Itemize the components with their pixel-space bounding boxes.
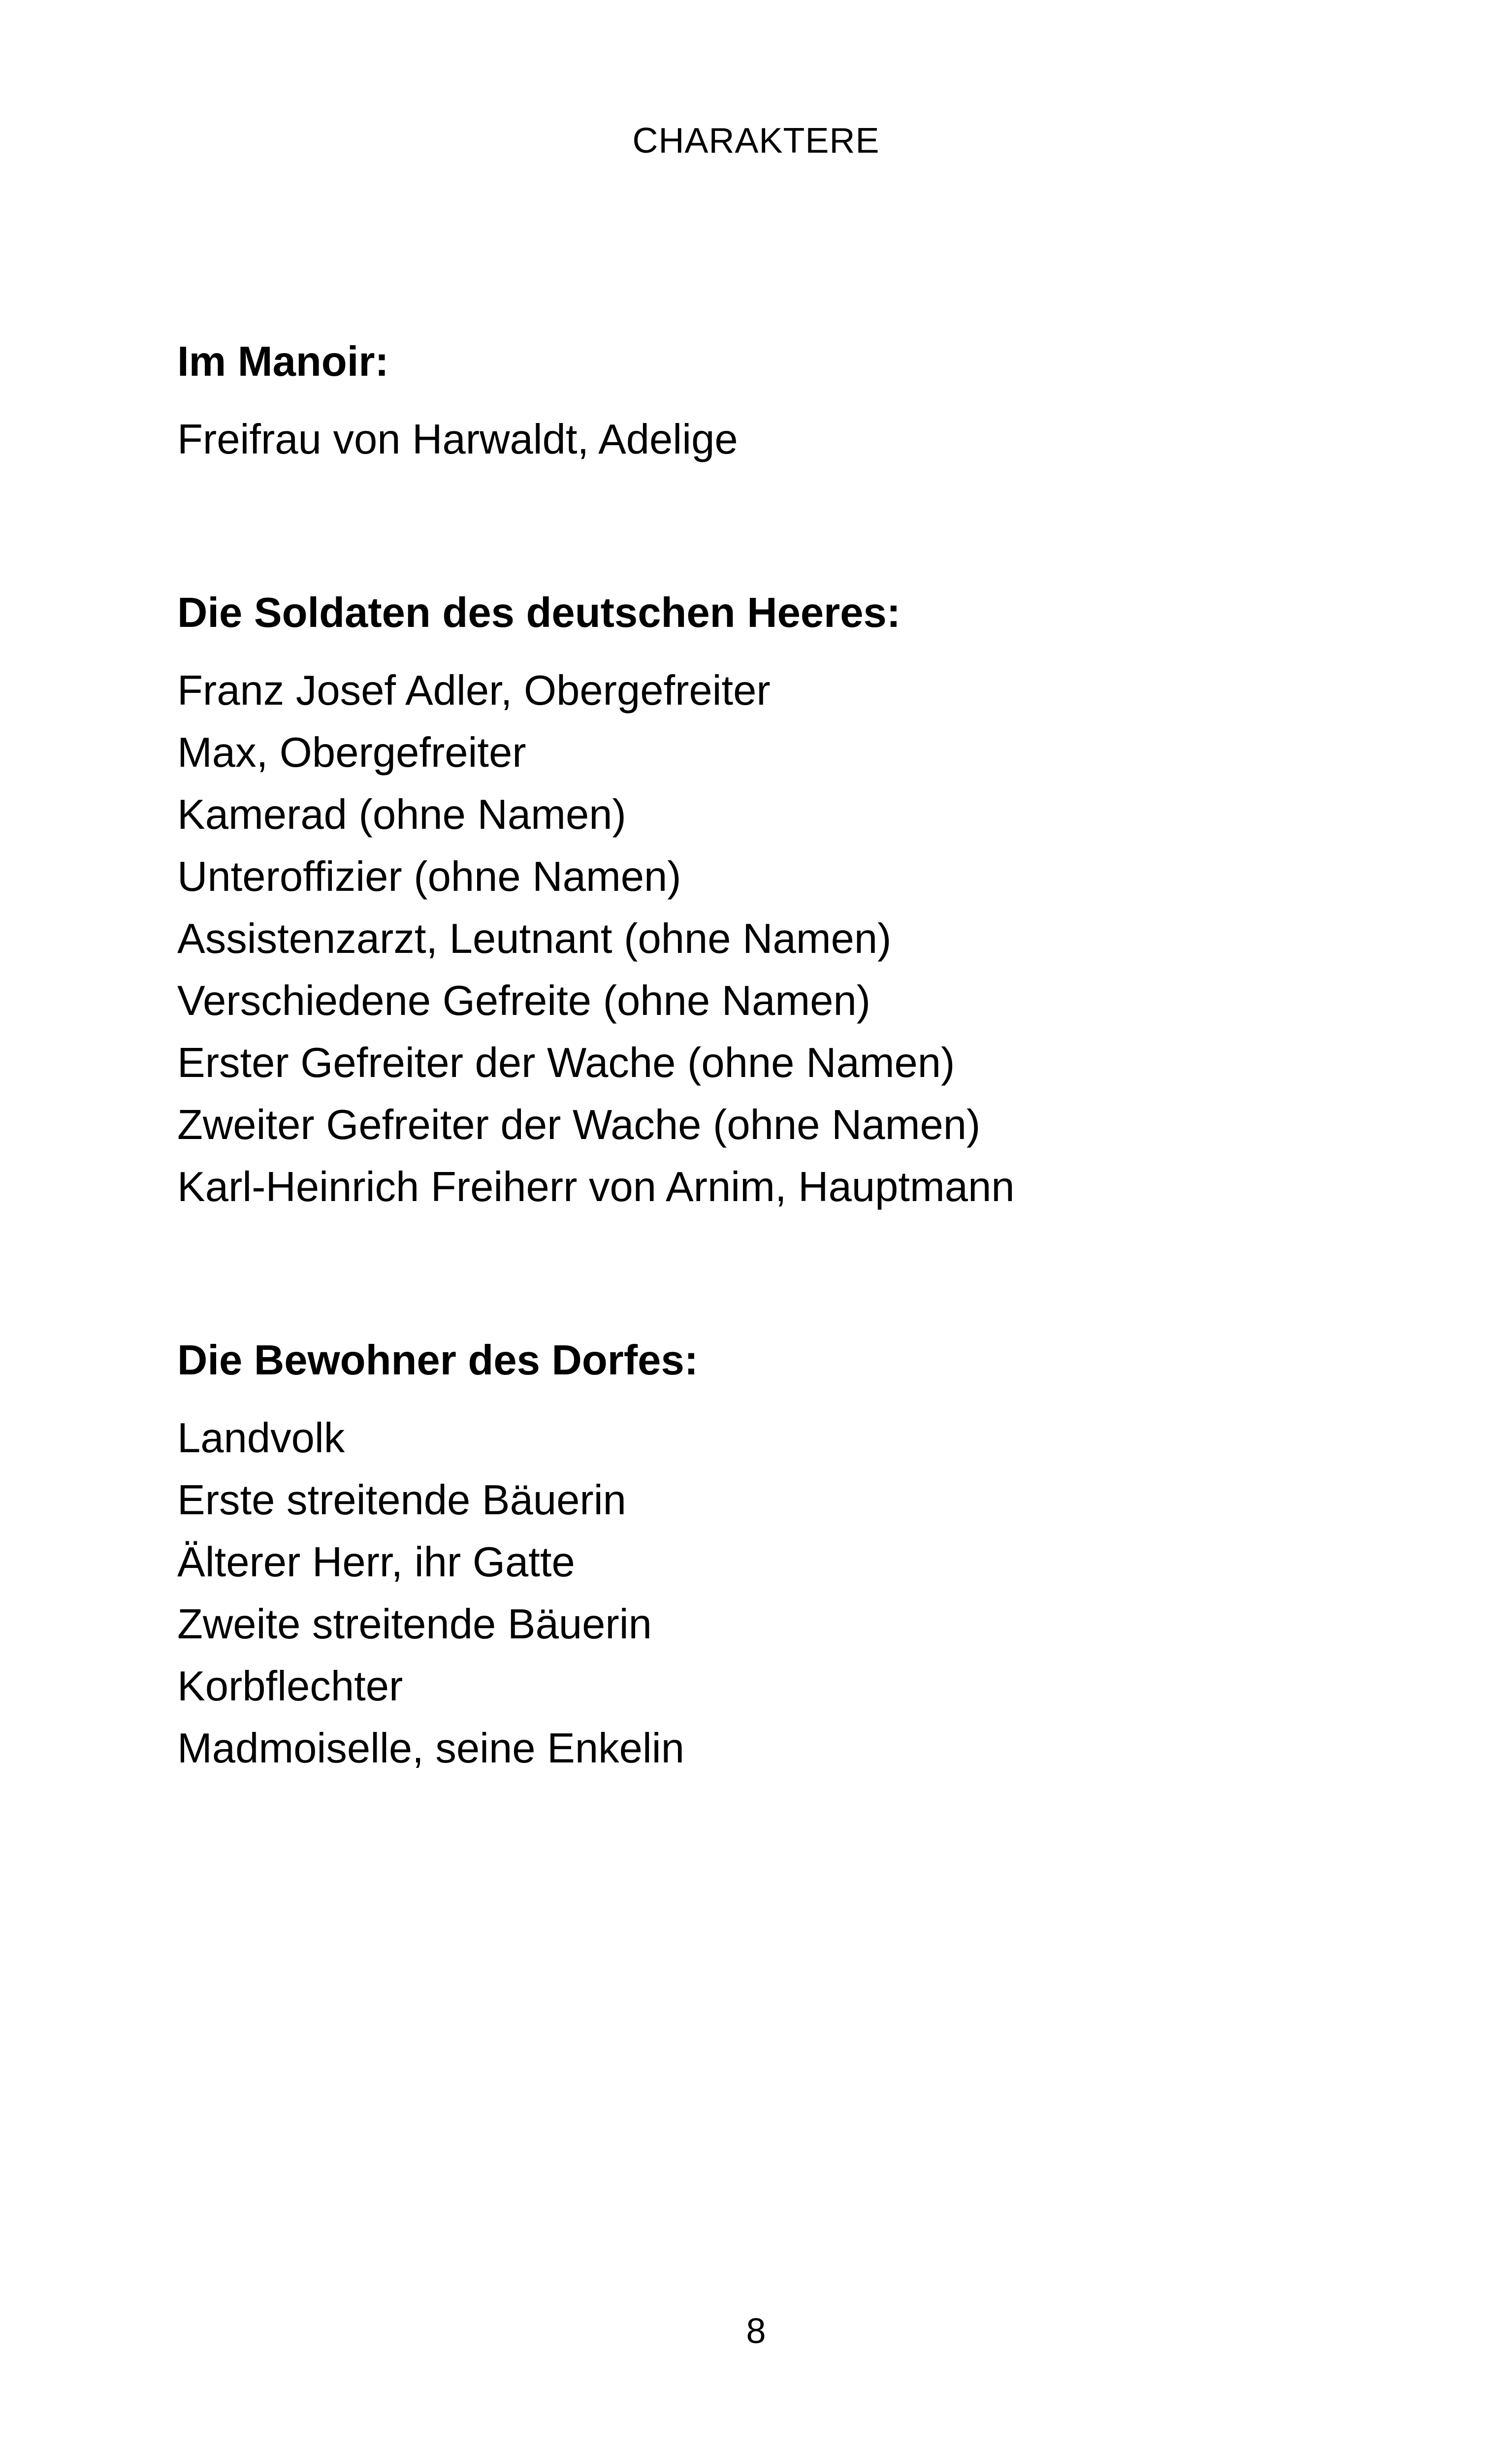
section-heading: Im Manoir: (177, 338, 389, 385)
page-number: 8 (746, 2312, 766, 2351)
entry-list (177, 660, 1359, 1218)
character-entry: Franz Josef Adler, Obergefreiter (177, 667, 771, 714)
character-entry: Unteroffizier (ohne Namen) (177, 853, 681, 900)
section-heading: Die Bewohner des Dorfes: (177, 1337, 699, 1384)
character-entry: Korbflechter (177, 1663, 403, 1710)
section-soldaten (177, 586, 1359, 1218)
entry-list (177, 1407, 1359, 1780)
character-entry: Freifrau von Harwaldt, Adelige (177, 416, 738, 463)
entry-list (177, 409, 1359, 471)
section-manoir (177, 335, 1359, 471)
character-entry: Assistenzarzt, Leutnant (ohne Namen) (177, 915, 892, 962)
character-entry: Erste streitende Bäuerin (177, 1477, 626, 1524)
character-entry: Landvolk (177, 1415, 345, 1462)
character-entry: Karl-Heinrich Freiherr von Arnim, Hauptmann (177, 1164, 1015, 1210)
character-entry: Verschiedene Gefreite (ohne Namen) (177, 977, 871, 1024)
character-entry: Erster Gefreiter der Wache (ohne Namen) (177, 1040, 955, 1086)
character-list (177, 335, 1359, 1895)
character-entry: Kamerad (ohne Namen) (177, 791, 626, 838)
section-heading: Die Soldaten des deutschen Heeres: (177, 589, 901, 636)
character-entry: Max, Obergefreiter (177, 729, 526, 776)
character-entry: Zweiter Gefreiter der Wache (ohne Namen) (177, 1102, 981, 1148)
running-header: CHARAKTERE (632, 121, 880, 161)
section-dorf (177, 1334, 1359, 1780)
character-entry: Madmoiselle, seine Enkelin (177, 1725, 684, 1772)
character-entry: Zweite streitende Bäuerin (177, 1601, 652, 1648)
character-entry: Älterer Herr, ihr Gatte (177, 1539, 575, 1586)
